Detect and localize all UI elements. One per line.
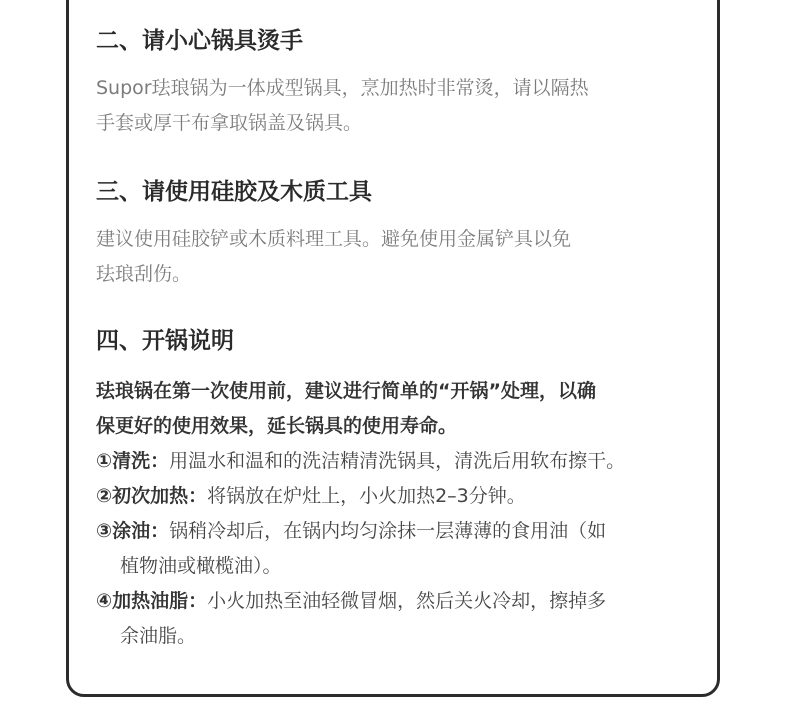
step-text: 将锅放在炉灶上，小火加热2–3分钟。 <box>207 485 526 507</box>
section-heading: 三、请使用硅胶及木质工具 <box>96 179 372 205</box>
body-line: 珐琅刮伤。 <box>96 263 192 285</box>
section-seasoning-instructions <box>96 325 726 654</box>
seasoning-intro <box>96 374 726 444</box>
intro-line: 保更好的使用效果，延长锅具的使用寿命。 <box>96 415 458 437</box>
step-continuation: 植物油或橄榄油）。 <box>120 555 282 577</box>
step-label: ②初次加热： <box>96 485 208 507</box>
step-label: ④加热油脂： <box>96 590 208 612</box>
step-text: 锅稍冷却后，在锅内均匀涂抹一层薄薄的食用油（如 <box>169 520 607 542</box>
section-hot-cookware <box>96 25 726 141</box>
step-text: 小火加热至油轻微冒烟，然后关火冷却，擦掉多 <box>207 590 607 612</box>
intro-line: 珐琅锅在第一次使用前，建议进行简单的“开锅”处理，以确 <box>96 380 596 402</box>
section-silicone-wood-tools <box>96 176 726 292</box>
step-label: ①清洗： <box>96 450 170 472</box>
step-label: ③涂油： <box>96 520 170 542</box>
section-body <box>96 71 726 141</box>
body-line: Supor珐琅锅为一体成型锅具，烹加热时非常烫，请以隔热 <box>96 77 589 99</box>
step-text: 用温水和温和的洗洁精清洗锅具，清洗后用软布擦干。 <box>169 450 626 472</box>
step-item-oil <box>96 514 726 584</box>
body-line: 建议使用硅胶铲或木质料理工具。避免使用金属铲具以免 <box>96 228 572 250</box>
step-continuation: 余油脂。 <box>120 625 197 647</box>
step-item-clean <box>96 444 726 479</box>
section-body <box>96 222 726 292</box>
step-item-first-heat <box>96 479 726 514</box>
section-heading: 四、开锅说明 <box>96 328 234 354</box>
body-line: 手套或厚干布拿取锅盖及锅具。 <box>96 112 363 134</box>
section-heading: 二、请小心锅具烫手 <box>96 28 303 54</box>
step-item-heat-oil <box>96 584 726 654</box>
